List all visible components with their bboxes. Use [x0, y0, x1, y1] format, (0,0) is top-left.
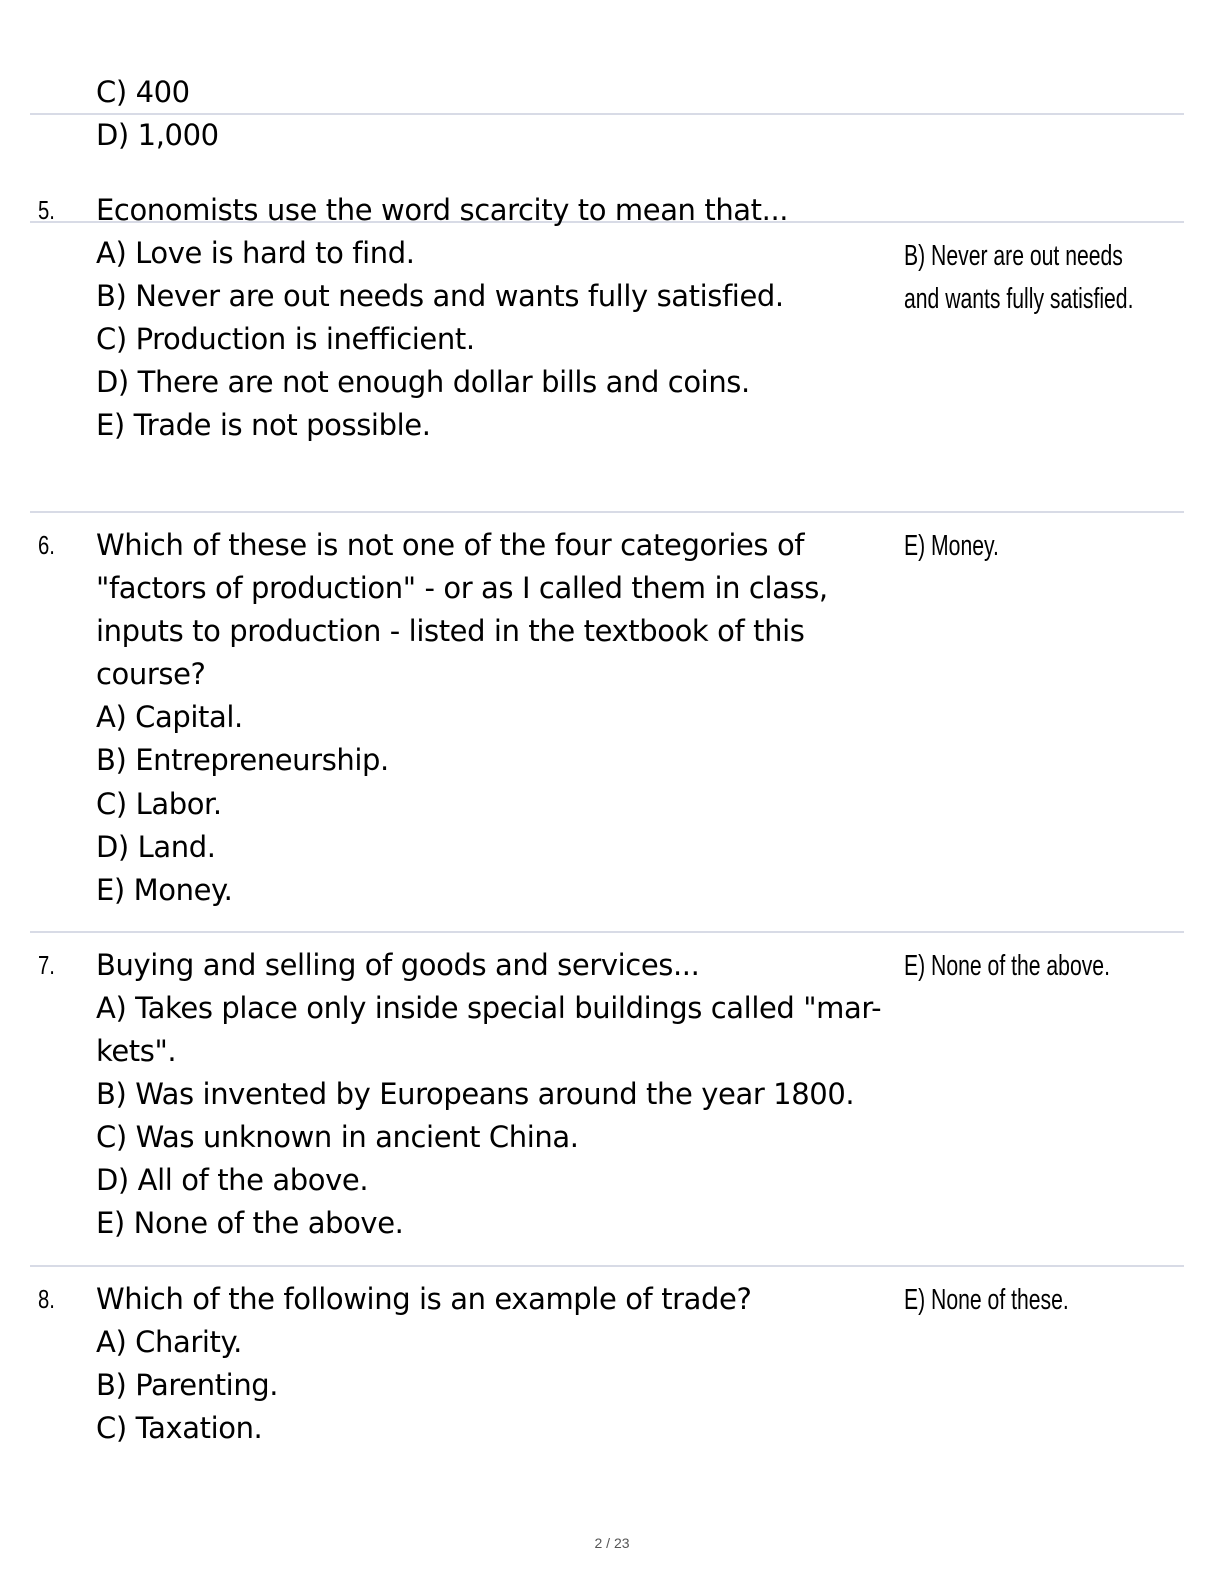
question-number: 7.: [38, 950, 55, 980]
row-divider: [30, 931, 1184, 933]
row-divider: [30, 1265, 1184, 1267]
option-line: kets".: [96, 1034, 177, 1068]
option-line: D) There are not enough dollar bills and coins.: [96, 365, 750, 399]
question-line: course?: [96, 657, 206, 691]
option-line: B) Parenting.: [96, 1368, 279, 1402]
option-line: A) Charity.: [96, 1325, 242, 1359]
option-line: A) Love is hard to find.: [96, 236, 415, 270]
page-indicator: 2 / 23: [594, 1535, 630, 1551]
option-line: C) 400: [96, 75, 190, 109]
answer-line: B) Never are out needs: [904, 240, 1123, 272]
option-line: C) Was unknown in ancient China.: [96, 1120, 579, 1154]
option-line: C) Labor.: [96, 787, 222, 821]
option-line: D) Land.: [96, 830, 216, 864]
question-line: Which of these is not one of the four categories of: [96, 528, 805, 562]
option-line: E) None of the above.: [96, 1206, 404, 1240]
option-line: B) Entrepreneurship.: [96, 743, 389, 777]
option-line: E) Trade is not possible.: [96, 408, 431, 442]
answer-line: E) None of these.: [904, 1284, 1069, 1316]
question-number: 8.: [38, 1284, 55, 1314]
question-line: inputs to production - listed in the textbook of this: [96, 614, 805, 648]
question-number: 5.: [38, 195, 55, 225]
answer-line: and wants fully satisfied.: [904, 283, 1134, 315]
option-line: C) Production is inefficient.: [96, 322, 475, 356]
question-line: Which of the following is an example of trade?: [96, 1282, 752, 1316]
option-line: C) Taxation.: [96, 1411, 263, 1445]
answer-line: E) None of the above.: [904, 950, 1110, 982]
question-line: Economists use the word scarcity to mean that...: [96, 193, 789, 227]
option-line: D) All of the above.: [96, 1163, 369, 1197]
option-line: E) Money.: [96, 873, 233, 907]
question-line: "factors of production" - or as I called them in class,: [96, 571, 828, 605]
answer-line: E) Money.: [904, 530, 999, 562]
question-line: Buying and selling of goods and services...: [96, 948, 700, 982]
option-line: B) Was invented by Europeans around the year 1800.: [96, 1077, 855, 1111]
option-line: B) Never are out needs and wants fully satisfied.: [96, 279, 784, 313]
option-line: A) Capital.: [96, 700, 243, 734]
row-divider: [30, 511, 1184, 513]
question-number: 6.: [38, 530, 55, 560]
option-line: D) 1,000: [96, 118, 219, 152]
option-line: A) Takes place only inside special buildings called "mar-: [96, 991, 882, 1025]
